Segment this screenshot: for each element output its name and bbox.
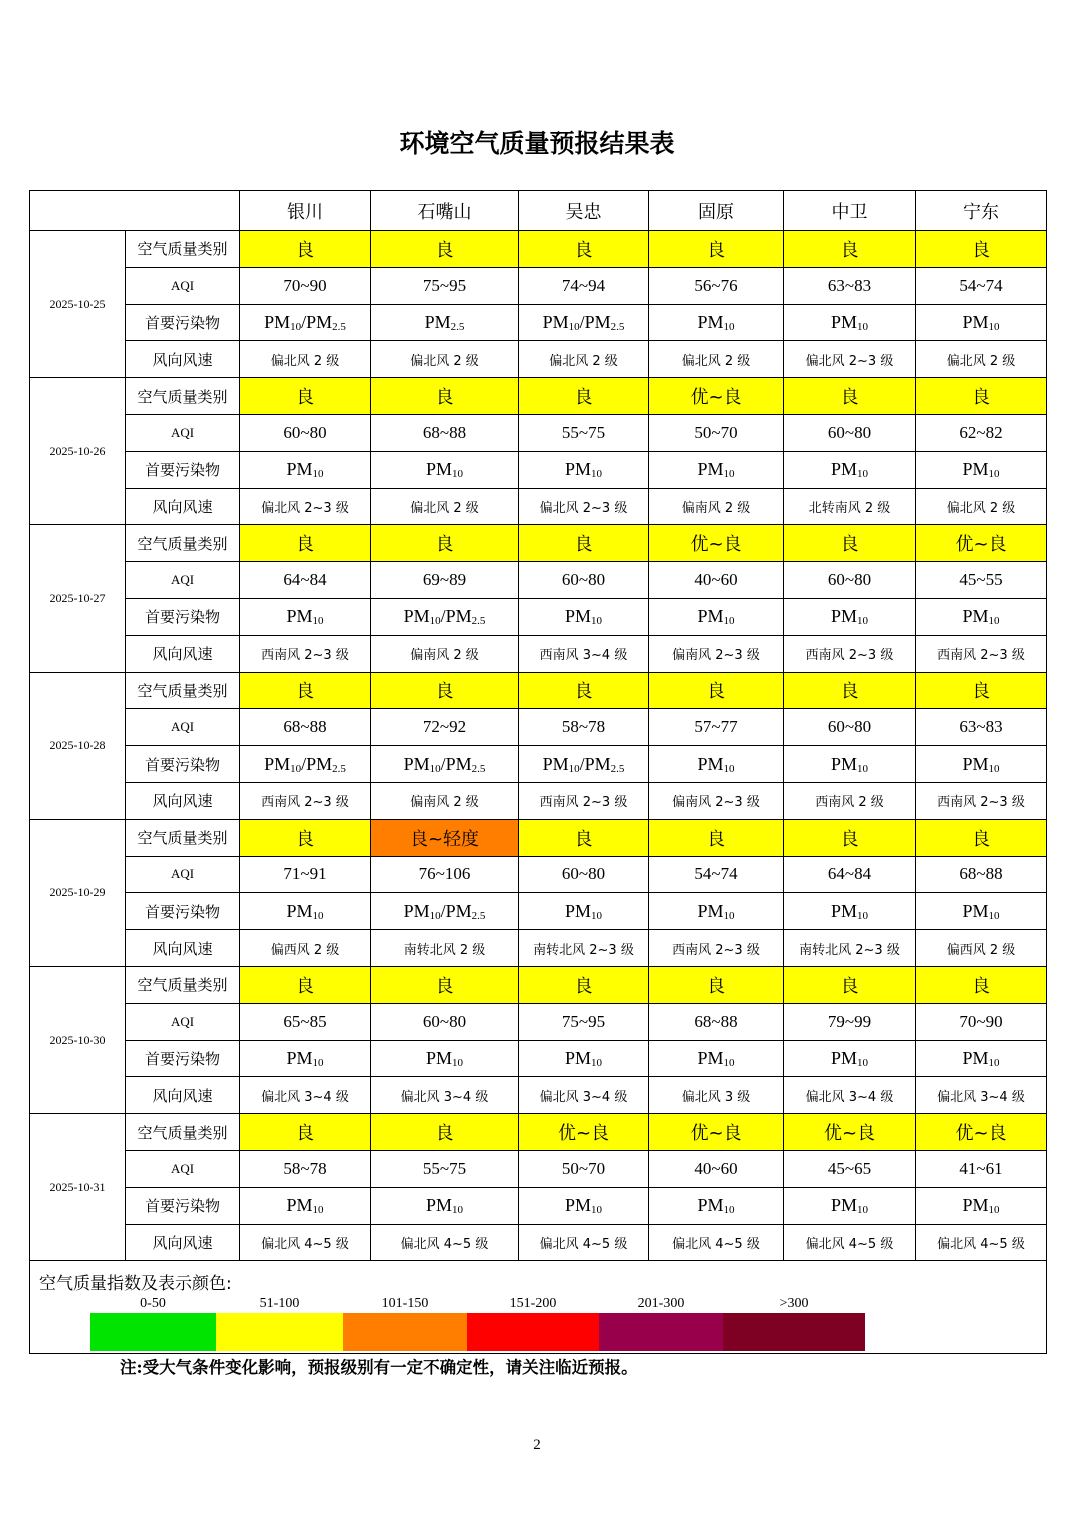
wind-cell: 偏北风 4~5 级	[371, 1224, 519, 1261]
forecast-row-wind	[30, 930, 1047, 967]
category-cell: 良	[519, 525, 649, 562]
pollutant-cell: $PM_{10}$	[916, 1040, 1047, 1077]
pollutant-cell: $PM_{10}$	[649, 598, 784, 635]
legend-color-swatch	[467, 1313, 599, 1351]
forecast-row-pollutant	[30, 598, 1047, 635]
aqi-cell: 60~80	[371, 1003, 519, 1040]
wind-cell: 偏北风 4~5 级	[649, 1224, 784, 1261]
wind-cell: 偏北风 3~4 级	[916, 1077, 1047, 1114]
category-cell: 良	[916, 231, 1047, 268]
pollutant-cell: $PM_{10}$	[784, 746, 916, 783]
pollutant-cell: $PM_{10}$	[649, 451, 784, 488]
wind-cell: 西南风 2~3 级	[916, 635, 1047, 672]
wind-cell: 西南风 2~3 级	[240, 782, 371, 819]
wind-cell: 北转南风 2 级	[784, 488, 916, 525]
row-label-aqi: AQI	[126, 414, 240, 451]
pollutant-cell: $PM_{10}$	[916, 746, 1047, 783]
pollutant-cell: $PM_{10}$	[371, 1187, 519, 1224]
forecast-row-category	[30, 672, 1047, 709]
category-cell: 良	[240, 966, 371, 1003]
aqi-cell: 69~89	[371, 562, 519, 599]
header-corner	[30, 191, 240, 231]
city-header: 石嘴山	[371, 191, 519, 231]
pollutant-cell: $PM_{10}$	[519, 1040, 649, 1077]
aqi-cell: 55~75	[519, 414, 649, 451]
category-cell: 良	[519, 966, 649, 1003]
category-cell: 优~良	[649, 525, 784, 562]
pollutant-cell: $PM_{10}$	[916, 893, 1047, 930]
forecast-row-wind	[30, 782, 1047, 819]
forecast-row-aqi	[30, 709, 1047, 746]
aqi-cell: 40~60	[649, 562, 784, 599]
date-cell: 2025-10-26	[30, 378, 126, 525]
forecast-row-category	[30, 819, 1047, 856]
pollutant-cell: $PM_{10}$	[371, 1040, 519, 1077]
pollutant-cell: $PM_{10}/PM_{2.5}$	[371, 598, 519, 635]
row-label-wind: 风向风速	[126, 930, 240, 967]
category-cell: 良	[916, 378, 1047, 415]
row-label-wind: 风向风速	[126, 341, 240, 378]
date-cell: 2025-10-31	[30, 1114, 126, 1261]
category-cell: 良	[371, 378, 519, 415]
legend-title: 空气质量指数及表示颜色:	[39, 1274, 232, 1295]
wind-cell: 西南风 2~3 级	[784, 635, 916, 672]
date-cell: 2025-10-29	[30, 819, 126, 966]
row-label-category: 空气质量类别	[126, 231, 240, 268]
aqi-legend	[30, 1261, 1047, 1354]
forecast-row-category	[30, 966, 1047, 1003]
row-label-pollutant: 首要污染物	[126, 893, 240, 930]
category-cell: 良	[649, 672, 784, 709]
wind-cell: 偏南风 2~3 级	[649, 635, 784, 672]
category-cell: 良	[649, 819, 784, 856]
category-cell: 良	[240, 525, 371, 562]
row-label-pollutant: 首要污染物	[126, 746, 240, 783]
category-cell: 良	[240, 819, 371, 856]
aqi-cell: 70~90	[916, 1003, 1047, 1040]
category-cell: 良	[519, 378, 649, 415]
pollutant-cell: $PM_{10}$	[784, 1040, 916, 1077]
aqi-cell: 68~88	[649, 1003, 784, 1040]
pollutant-cell: $PM_{10}/PM_{2.5}$	[519, 304, 649, 341]
category-cell: 良	[649, 966, 784, 1003]
forecast-row-wind	[30, 488, 1047, 525]
aqi-cell: 54~74	[649, 856, 784, 893]
row-label-category: 空气质量类别	[126, 819, 240, 856]
aqi-cell: 76~106	[371, 856, 519, 893]
pollutant-cell: $PM_{10}$	[916, 1187, 1047, 1224]
pollutant-cell: $PM_{10}$	[916, 451, 1047, 488]
legend-range-label: >300	[779, 1296, 809, 1312]
forecast-note: 注:受大气条件变化影响，预报级别有一定不确定性，请关注临近预报。	[120, 1358, 638, 1377]
legend-range-label: 201-300	[637, 1296, 685, 1312]
pollutant-cell: $PM_{10}/PM_{2.5}$	[519, 746, 649, 783]
pollutant-cell: $PM_{10}$	[240, 893, 371, 930]
pollutant-cell: $PM_{10}$	[519, 598, 649, 635]
city-header: 宁东	[916, 191, 1047, 231]
aqi-cell: 58~78	[240, 1150, 371, 1187]
legend-range-label: 51-100	[259, 1296, 300, 1312]
forecast-row-category	[30, 1114, 1047, 1151]
wind-cell: 偏西风 2 级	[240, 930, 371, 967]
aqi-cell: 68~88	[916, 856, 1047, 893]
pollutant-cell: $PM_{10}/PM_{2.5}$	[371, 746, 519, 783]
pollutant-cell: $PM_{10}/PM_{2.5}$	[240, 304, 371, 341]
aqi-cell: 60~80	[519, 562, 649, 599]
page-number: 2	[533, 1437, 541, 1453]
row-label-pollutant: 首要污染物	[126, 1187, 240, 1224]
wind-cell: 西南风 2~3 级	[649, 930, 784, 967]
row-label-category: 空气质量类别	[126, 672, 240, 709]
aqi-cell: 55~75	[371, 1150, 519, 1187]
wind-cell: 偏南风 2 级	[371, 782, 519, 819]
row-label-pollutant: 首要污染物	[126, 1040, 240, 1077]
wind-cell: 西南风 2 级	[784, 782, 916, 819]
city-header: 银川	[240, 191, 371, 231]
wind-cell: 偏南风 2~3 级	[649, 782, 784, 819]
forecast-row-wind	[30, 341, 1047, 378]
pollutant-cell: $PM_{2.5}$	[371, 304, 519, 341]
row-label-category: 空气质量类别	[126, 966, 240, 1003]
pollutant-cell: $PM_{10}$	[240, 598, 371, 635]
category-cell: 良	[784, 525, 916, 562]
legend-color-swatch	[723, 1313, 865, 1351]
category-cell: 良	[784, 966, 916, 1003]
aqi-cell: 45~65	[784, 1150, 916, 1187]
forecast-row-wind	[30, 1224, 1047, 1261]
category-cell: 良	[371, 525, 519, 562]
wind-cell: 偏北风 2 级	[371, 341, 519, 378]
aqi-cell: 56~76	[649, 267, 784, 304]
legend-color-swatch	[343, 1313, 467, 1351]
aqi-cell: 60~80	[784, 562, 916, 599]
wind-cell: 偏北风 4~5 级	[784, 1224, 916, 1261]
pollutant-cell: $PM_{10}$	[649, 746, 784, 783]
city-header: 中卫	[784, 191, 916, 231]
wind-cell: 偏北风 4~5 级	[240, 1224, 371, 1261]
date-cell: 2025-10-28	[30, 672, 126, 819]
pollutant-cell: $PM_{10}$	[784, 1187, 916, 1224]
aqi-cell: 64~84	[240, 562, 371, 599]
row-label-pollutant: 首要污染物	[126, 304, 240, 341]
wind-cell: 偏北风 2~3 级	[784, 341, 916, 378]
pollutant-cell: $PM_{10}$	[240, 451, 371, 488]
wind-cell: 西南风 3~4 级	[519, 635, 649, 672]
category-cell: 良	[916, 819, 1047, 856]
forecast-row-pollutant	[30, 451, 1047, 488]
aqi-cell: 68~88	[240, 709, 371, 746]
category-cell: 良	[916, 672, 1047, 709]
forecast-row-pollutant	[30, 304, 1047, 341]
aqi-cell: 71~91	[240, 856, 371, 893]
row-label-wind: 风向风速	[126, 1224, 240, 1261]
category-cell: 良	[240, 1114, 371, 1151]
forecast-row-category	[30, 525, 1047, 562]
aqi-cell: 41~61	[916, 1150, 1047, 1187]
legend-color-swatch	[216, 1313, 343, 1351]
category-cell: 良	[240, 231, 371, 268]
category-cell: 良	[519, 672, 649, 709]
pollutant-cell: $PM_{10}$	[240, 1040, 371, 1077]
forecast-row-pollutant	[30, 1187, 1047, 1224]
pollutant-cell: $PM_{10}$	[784, 598, 916, 635]
aqi-cell: 72~92	[371, 709, 519, 746]
pollutant-cell: $PM_{10}$	[649, 893, 784, 930]
row-label-aqi: AQI	[126, 267, 240, 304]
pollutant-cell: $PM_{10}/PM_{2.5}$	[240, 746, 371, 783]
row-label-aqi: AQI	[126, 709, 240, 746]
forecast-row-aqi	[30, 414, 1047, 451]
aqi-cell: 58~78	[519, 709, 649, 746]
category-cell: 优~良	[649, 378, 784, 415]
pollutant-cell: $PM_{10}$	[519, 1187, 649, 1224]
category-cell: 良	[519, 819, 649, 856]
aqi-cell: 40~60	[649, 1150, 784, 1187]
pollutant-cell: $PM_{10}$	[916, 304, 1047, 341]
category-cell: 良	[916, 966, 1047, 1003]
category-cell: 良	[784, 672, 916, 709]
row-label-wind: 风向风速	[126, 488, 240, 525]
aqi-cell: 68~88	[371, 414, 519, 451]
forecast-row-pollutant	[30, 893, 1047, 930]
pollutant-cell: $PM_{10}$	[649, 304, 784, 341]
aqi-cell: 50~70	[519, 1150, 649, 1187]
forecast-row-aqi	[30, 1150, 1047, 1187]
legend-color-swatch	[90, 1313, 216, 1351]
category-cell: 优~良	[784, 1114, 916, 1151]
pollutant-cell: $PM_{10}/PM_{2.5}$	[371, 893, 519, 930]
category-cell: 良	[371, 231, 519, 268]
forecast-row-aqi	[30, 562, 1047, 599]
wind-cell: 偏北风 2 级	[371, 488, 519, 525]
pollutant-cell: $PM_{10}$	[649, 1040, 784, 1077]
wind-cell: 南转北风 2~3 级	[519, 930, 649, 967]
aqi-cell: 54~74	[916, 267, 1047, 304]
pollutant-cell: $PM_{10}$	[519, 893, 649, 930]
category-cell: 良	[649, 231, 784, 268]
aqi-cell: 70~90	[240, 267, 371, 304]
row-label-aqi: AQI	[126, 856, 240, 893]
pollutant-cell: $PM_{10}$	[784, 893, 916, 930]
aqi-cell: 63~83	[784, 267, 916, 304]
category-cell: 良	[371, 966, 519, 1003]
pollutant-cell: $PM_{10}$	[916, 598, 1047, 635]
aqi-cell: 64~84	[784, 856, 916, 893]
row-label-pollutant: 首要污染物	[126, 451, 240, 488]
category-cell: 良	[784, 819, 916, 856]
aqi-cell: 74~94	[519, 267, 649, 304]
pollutant-cell: $PM_{10}$	[240, 1187, 371, 1224]
forecast-row-pollutant	[30, 1040, 1047, 1077]
aqi-cell: 45~55	[916, 562, 1047, 599]
category-cell: 良	[784, 231, 916, 268]
aqi-cell: 60~80	[784, 414, 916, 451]
city-header: 固原	[649, 191, 784, 231]
category-cell: 优~良	[916, 1114, 1047, 1151]
category-cell: 良	[784, 378, 916, 415]
forecast-row-category	[30, 378, 1047, 415]
wind-cell: 偏北风 2~3 级	[519, 488, 649, 525]
wind-cell: 南转北风 2~3 级	[784, 930, 916, 967]
wind-cell: 偏北风 2 级	[649, 341, 784, 378]
row-label-wind: 风向风速	[126, 782, 240, 819]
aqi-cell: 50~70	[649, 414, 784, 451]
aqi-cell: 60~80	[240, 414, 371, 451]
category-cell: 优~良	[519, 1114, 649, 1151]
wind-cell: 偏北风 4~5 级	[916, 1224, 1047, 1261]
date-cell: 2025-10-27	[30, 525, 126, 672]
aqi-cell: 79~99	[784, 1003, 916, 1040]
forecast-row-aqi	[30, 267, 1047, 304]
aqi-cell: 60~80	[519, 856, 649, 893]
wind-cell: 西南风 2~3 级	[240, 635, 371, 672]
aqi-cell: 63~83	[916, 709, 1047, 746]
forecast-table	[29, 190, 1047, 1354]
row-label-aqi: AQI	[126, 562, 240, 599]
pollutant-cell: $PM_{10}$	[784, 451, 916, 488]
wind-cell: 南转北风 2 级	[371, 930, 519, 967]
pollutant-cell: $PM_{10}$	[649, 1187, 784, 1224]
wind-cell: 偏北风 3~4 级	[240, 1077, 371, 1114]
date-cell: 2025-10-30	[30, 966, 126, 1113]
aqi-cell: 75~95	[519, 1003, 649, 1040]
row-label-aqi: AQI	[126, 1150, 240, 1187]
category-cell: 良	[371, 1114, 519, 1151]
category-cell: 优~良	[649, 1114, 784, 1151]
page-title: 环境空气质量预报结果表	[399, 129, 675, 158]
legend-range-label: 101-150	[381, 1296, 429, 1312]
category-cell: 良	[240, 672, 371, 709]
aqi-cell: 62~82	[916, 414, 1047, 451]
legend-color-swatch	[599, 1313, 723, 1351]
pollutant-cell: $PM_{10}$	[371, 451, 519, 488]
category-cell: 良	[519, 231, 649, 268]
category-cell: 良	[240, 378, 371, 415]
header-row	[30, 191, 1047, 231]
forecast-row-wind	[30, 635, 1047, 672]
legend-range-label: 0-50	[140, 1296, 166, 1312]
forecast-row-aqi	[30, 1003, 1047, 1040]
wind-cell: 偏北风 3 级	[649, 1077, 784, 1114]
category-cell: 良~轻度	[371, 819, 519, 856]
pollutant-cell: $PM_{10}$	[784, 304, 916, 341]
wind-cell: 偏南风 2 级	[371, 635, 519, 672]
wind-cell: 偏南风 2 级	[649, 488, 784, 525]
wind-cell: 偏北风 3~4 级	[519, 1077, 649, 1114]
category-cell: 良	[371, 672, 519, 709]
row-label-pollutant: 首要污染物	[126, 598, 240, 635]
wind-cell: 西南风 2~3 级	[519, 782, 649, 819]
forecast-row-aqi	[30, 856, 1047, 893]
row-label-wind: 风向风速	[126, 635, 240, 672]
city-header: 吴忠	[519, 191, 649, 231]
forecast-row-category	[30, 231, 1047, 268]
aqi-cell: 65~85	[240, 1003, 371, 1040]
wind-cell: 偏北风 4~5 级	[519, 1224, 649, 1261]
forecast-row-wind	[30, 1077, 1047, 1114]
category-cell: 优~良	[916, 525, 1047, 562]
aqi-cell: 60~80	[784, 709, 916, 746]
legend-range-label: 151-200	[509, 1296, 557, 1312]
wind-cell: 偏北风 3~4 级	[784, 1077, 916, 1114]
wind-cell: 偏北风 2 级	[916, 488, 1047, 525]
wind-cell: 偏北风 2 级	[519, 341, 649, 378]
row-label-category: 空气质量类别	[126, 378, 240, 415]
wind-cell: 偏西风 2 级	[916, 930, 1047, 967]
wind-cell: 偏北风 2~3 级	[240, 488, 371, 525]
forecast-row-pollutant	[30, 746, 1047, 783]
row-label-category: 空气质量类别	[126, 1114, 240, 1151]
wind-cell: 偏北风 2 级	[240, 341, 371, 378]
aqi-cell: 57~77	[649, 709, 784, 746]
date-cell: 2025-10-25	[30, 231, 126, 378]
wind-cell: 偏北风 2 级	[916, 341, 1047, 378]
wind-cell: 西南风 2~3 级	[916, 782, 1047, 819]
wind-cell: 偏北风 3~4 级	[371, 1077, 519, 1114]
row-label-category: 空气质量类别	[126, 525, 240, 562]
pollutant-cell: $PM_{10}$	[519, 451, 649, 488]
row-label-aqi: AQI	[126, 1003, 240, 1040]
row-label-wind: 风向风速	[126, 1077, 240, 1114]
aqi-cell: 75~95	[371, 267, 519, 304]
